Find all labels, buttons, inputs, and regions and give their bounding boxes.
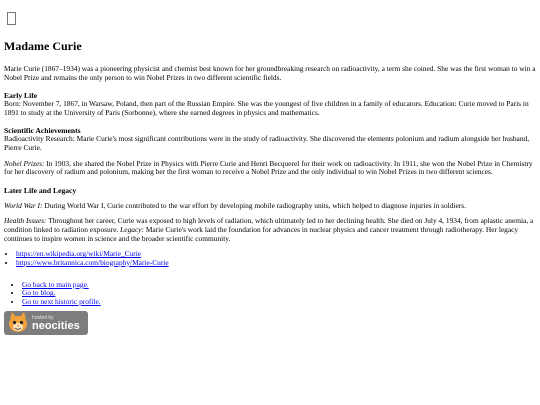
health-label: Health Issues: xyxy=(4,216,47,226)
ww1-text: During World War I, Curie contributed to the war effort by developing mobile radiography units, which helped to diagnose injuries in soldiers. xyxy=(42,200,466,210)
blog-link[interactable]: Go to blog. xyxy=(22,288,56,298)
badge-hosted-label: hosted by xyxy=(32,314,54,321)
list-item xyxy=(16,259,536,267)
early-life-text: Born: November 7, 1867, in Warsaw, Poland, then part of the Russian Empire. She was the youngest of five children in a family of educators. Education: Curie moved to Paris in 1891 to study at the University of Paris (Sorbonne), where she earned degrees in physics and mathematics. xyxy=(4,99,529,117)
navigation-list xyxy=(4,281,536,306)
reference-link-wikipedia[interactable]: https://en.wikipedia.org/wiki/Marie_Curie xyxy=(16,249,142,259)
nobel-label: Nobel Prizes: xyxy=(4,158,45,168)
main-page-link[interactable]: Go back to main page. xyxy=(22,279,89,289)
legacy-label: Legacy: xyxy=(120,224,144,234)
nobel-paragraph xyxy=(4,160,536,177)
early-life-section xyxy=(4,91,536,117)
intro-paragraph: Marie Curie (1867–1934) was a pioneering physicist and chemist best known for her groundbreaking research on radioactivity, a term she coined. She was the first woman to win a Nobel Prize and remains the only person to win Nobel Prizes in two different scientific fields. xyxy=(4,64,536,82)
achievements-text: Radioactivity Research: Marie Curie's most significant contributions were in the study of radioactivity. She discovered the elements polonium and radium alongside her husband, Pierre Curie. xyxy=(4,134,530,152)
later-life-section xyxy=(4,186,536,243)
list-item xyxy=(22,281,536,289)
nobel-text: In 1903, she shared the Nobel Prize in Physics with Pierre Curie and Henri Becquerel for their work on radioactivity. In 1911, she won the Nobel Prize in Chemistry for her discovery of radium and polonium, making her the first woman to receive a Nobel Prize and the only individual to win Nobel Prizes in two different sciences. xyxy=(4,158,533,177)
achievements-section xyxy=(4,126,536,176)
reference-link-britannica[interactable]: https://www.britannica.com/biography/Marie-Curie xyxy=(16,257,169,267)
early-life-heading: Early Life xyxy=(4,91,38,101)
page-title: Madame Curie xyxy=(4,39,82,53)
badge-text xyxy=(32,315,80,332)
neocities-cat-icon xyxy=(6,311,30,335)
later-life-heading: Later Life and Legacy xyxy=(4,185,77,195)
achievements-heading: Scientific Achievements xyxy=(4,126,81,136)
health-text: Throughout her career, Curie was exposed to high levels of radiation, which ultimately led to her declining health. She died on July 4, 1934, from aplastic anemia, a condition linked to radiation exposure. xyxy=(4,216,534,234)
next-profile-link[interactable]: Go to next historic profile. xyxy=(22,296,101,306)
ww1-label: World War I: xyxy=(4,200,43,210)
legacy-text: Marie Curie's work laid the foundation for advances in nuclear physics and cancer treatment through radiotherapy. Her legacy continues to inspire women in science and the broader scientific community. xyxy=(4,224,519,243)
references-list xyxy=(4,250,536,267)
health-paragraph xyxy=(4,217,536,243)
badge-name: neocities xyxy=(32,319,80,332)
neocities-badge[interactable] xyxy=(4,311,88,335)
list-item xyxy=(22,298,536,306)
broken-image-icon xyxy=(7,12,16,25)
ww1-paragraph xyxy=(4,202,536,211)
